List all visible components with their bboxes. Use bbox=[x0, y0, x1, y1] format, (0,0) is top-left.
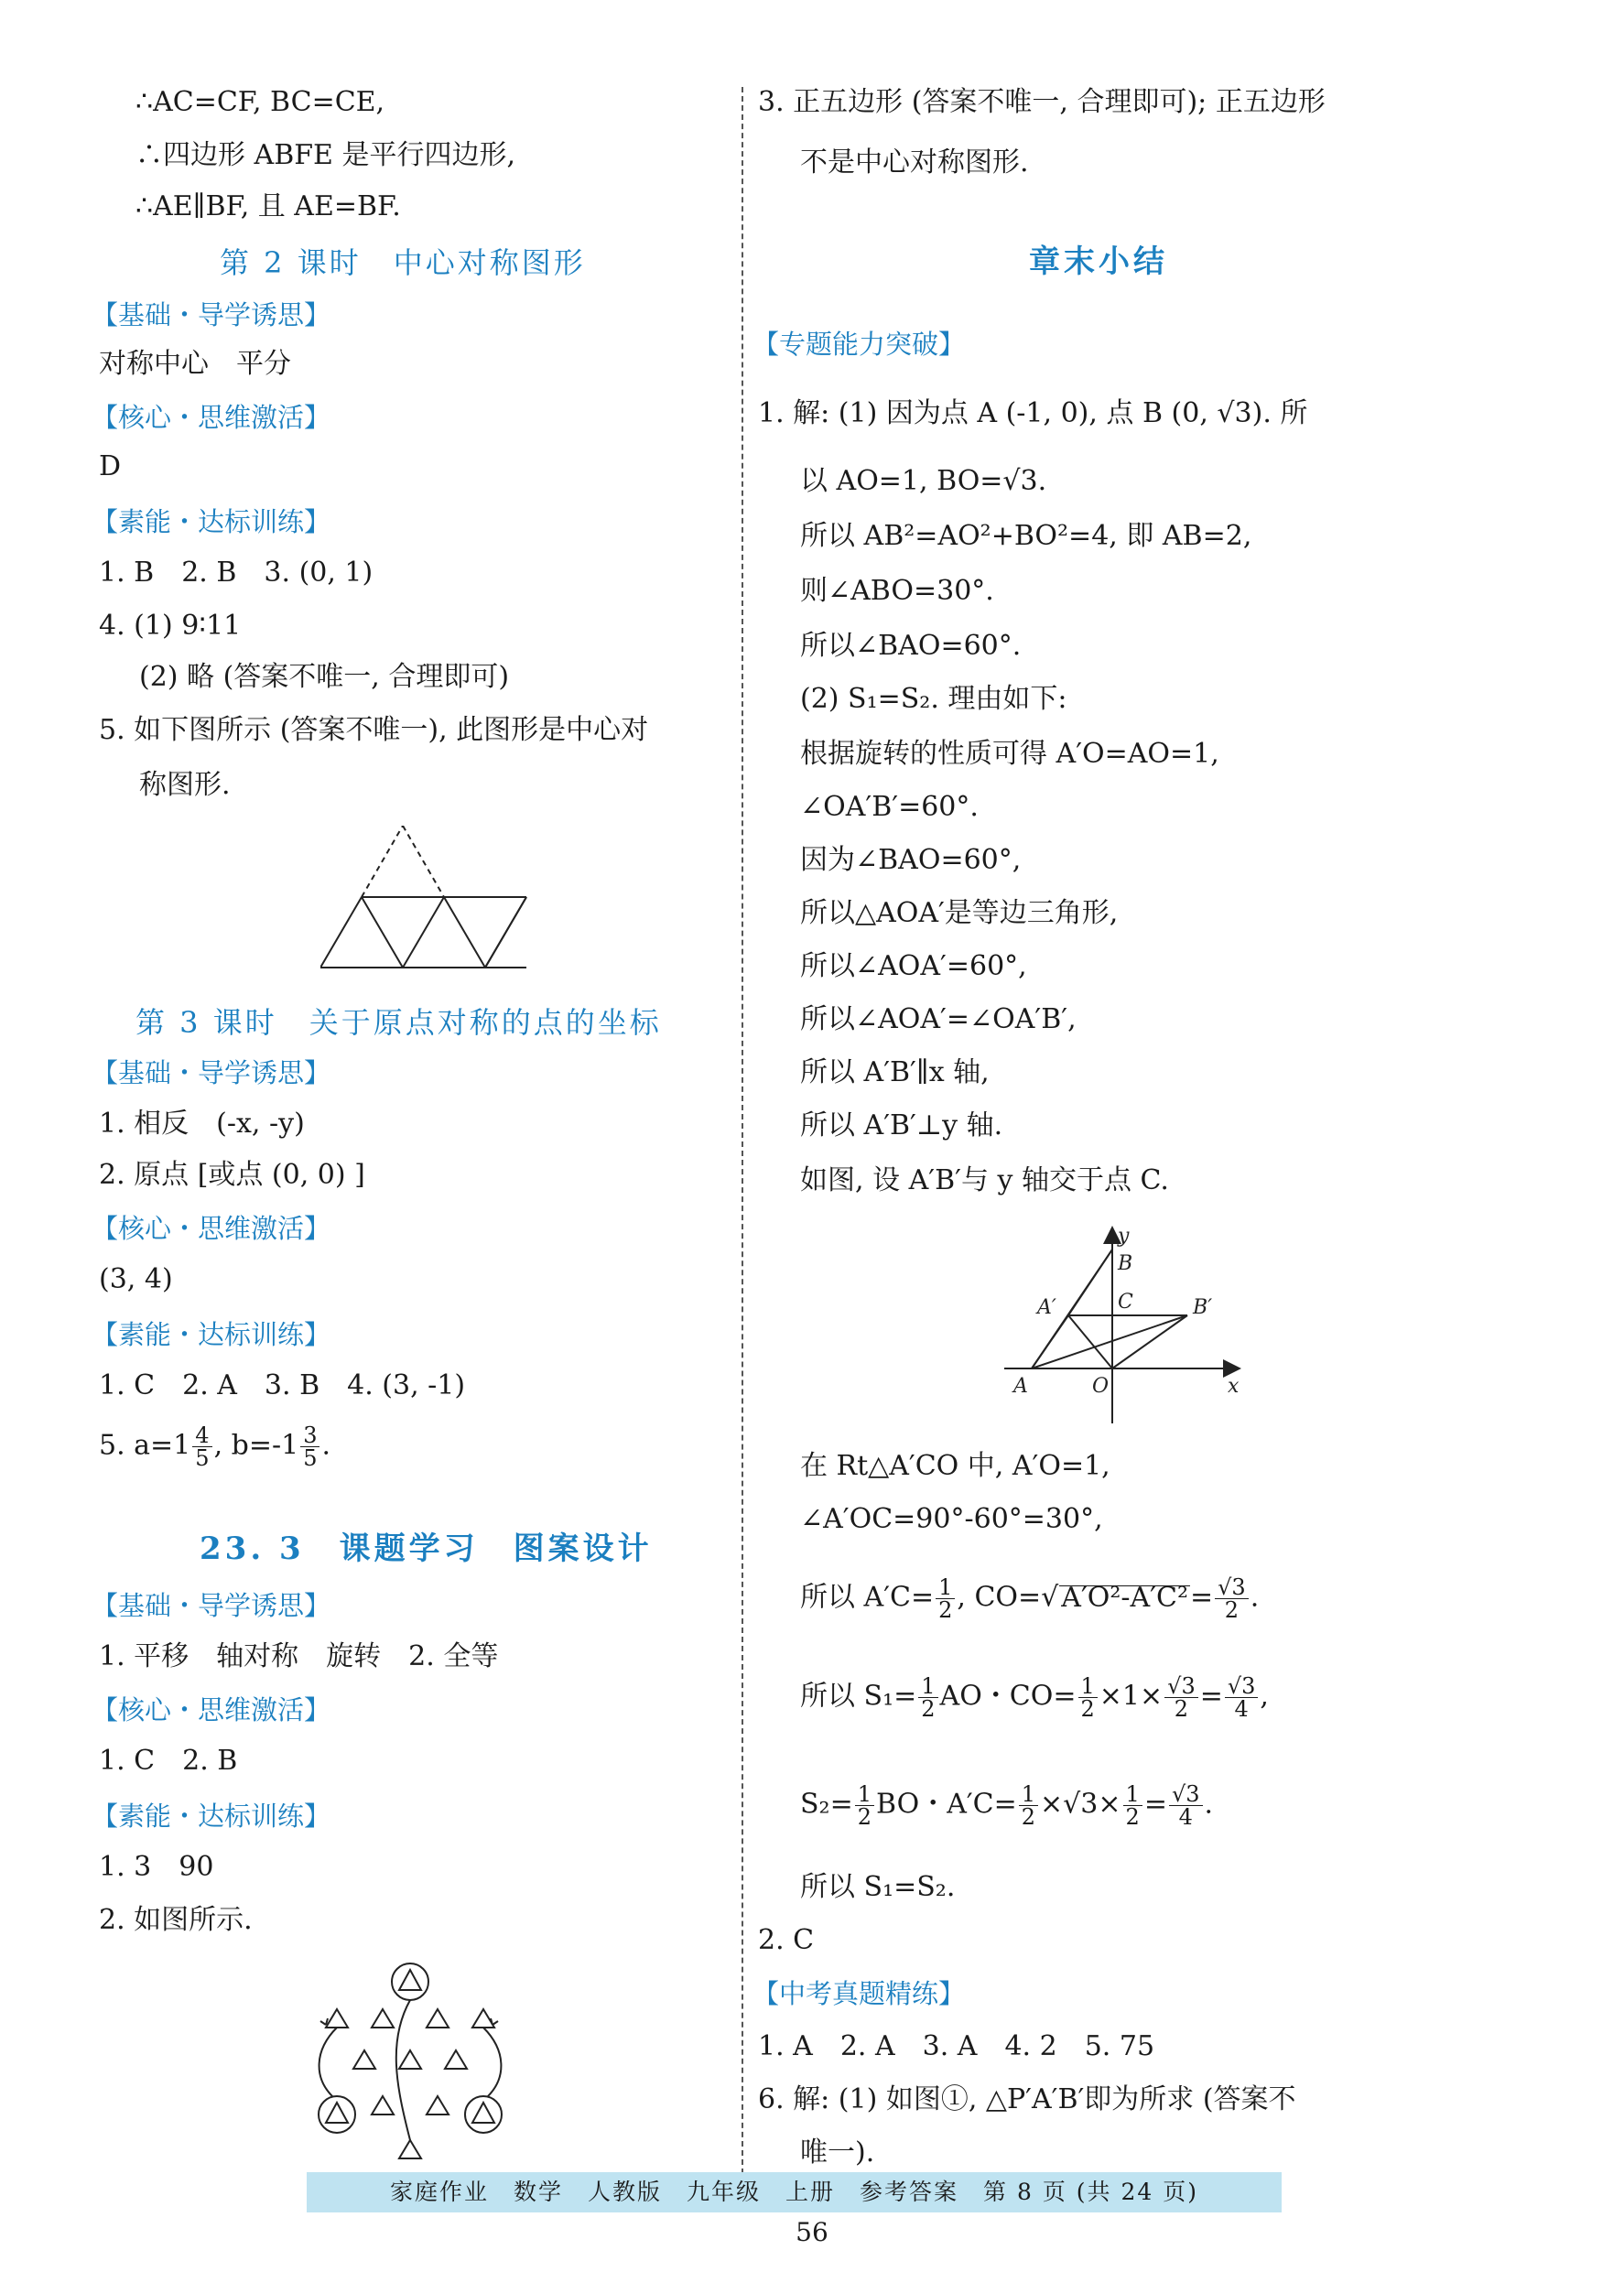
numerator: 1 bbox=[1123, 1783, 1142, 1806]
solution-line-5: 所以∠BAO=60°. bbox=[800, 630, 1022, 662]
answer-233-ability-2: 2. 如图所示. bbox=[99, 1904, 253, 1936]
answer-core: D bbox=[99, 450, 122, 482]
fraction bbox=[1078, 1675, 1098, 1720]
text: AO・CO= bbox=[939, 1680, 1077, 1713]
fraction bbox=[1164, 1675, 1198, 1720]
answer-233-basic: 1. 平移 轴对称 旋转 2. 全等 bbox=[99, 1640, 499, 1672]
fraction bbox=[1123, 1783, 1142, 1828]
radicand: A′O²-A′C² bbox=[1061, 1581, 1188, 1614]
fraction bbox=[192, 1424, 211, 1469]
numerator: 1 bbox=[855, 1783, 874, 1806]
solution-line-1: 1. 解: (1) 因为点 A (-1, 0), 点 B (0, √3). 所 bbox=[758, 397, 1308, 429]
central-symmetry-figure bbox=[320, 826, 641, 977]
denominator: 4 bbox=[1234, 1696, 1249, 1722]
denominator: 4 bbox=[1178, 1804, 1193, 1830]
answer-ability-4b: (2) 略 (答案不唯一, 合理即可) bbox=[139, 661, 510, 693]
solution-line-4: 则∠ABO=30°. bbox=[800, 575, 994, 607]
solution-line-8: ∠OA′B′=60°. bbox=[800, 791, 979, 823]
answer-233-core: 1. C 2. B bbox=[99, 1745, 238, 1777]
pattern-design-figure bbox=[309, 1959, 612, 2165]
text: = bbox=[1143, 1788, 1167, 1821]
solution-line-14: 所以 A′B′⊥y 轴. bbox=[800, 1109, 1003, 1141]
tag-ability-2: 【素能・达标训练】 bbox=[92, 1319, 331, 1350]
denominator: 5 bbox=[195, 1445, 210, 1471]
section-title-23-3: 23. 3 课题学习 图案设计 bbox=[200, 1530, 653, 1567]
rotation-diagram bbox=[1004, 1222, 1251, 1433]
numerator: 4 bbox=[192, 1424, 211, 1447]
exam-answers-1-5: 1. A 2. A 3. A 4. 2 5. 75 bbox=[758, 2030, 1155, 2062]
text: = bbox=[1199, 1680, 1223, 1713]
proof-line-3: ∴AE∥BF, 且 AE=BF. bbox=[135, 190, 401, 222]
solution-line-9: 因为∠BAO=60°, bbox=[800, 844, 1022, 876]
text: ×√3× bbox=[1040, 1788, 1121, 1821]
fraction bbox=[1215, 1576, 1249, 1621]
solution-line-17: ∠A′OC=90°-60°=30°, bbox=[800, 1503, 1103, 1535]
answer-ability-5a: 5. 如下图所示 (答案不唯一), 此图形是中心对 bbox=[99, 714, 649, 746]
numerator: 1 bbox=[1019, 1783, 1038, 1806]
solution-line-19 bbox=[800, 1675, 1269, 1720]
tag-basic-3: 【基础・导学诱思】 bbox=[92, 1590, 331, 1621]
label-A-prime: A′ bbox=[1037, 1296, 1056, 1319]
text: , CO= bbox=[957, 1581, 1042, 1614]
denominator: 2 bbox=[1080, 1696, 1095, 1722]
answer-l3-basic-2: 2. 原点 [或点 (0, 0) ] bbox=[99, 1159, 365, 1191]
solution-line-13: 所以 A′B′∥x 轴, bbox=[800, 1056, 990, 1088]
answer-3-line-2: 不是中心对称图形. bbox=[800, 146, 1029, 178]
text: . bbox=[321, 1429, 331, 1462]
text: . bbox=[1250, 1581, 1260, 1614]
text: , b=-1 bbox=[213, 1429, 299, 1462]
denominator: 2 bbox=[921, 1696, 936, 1722]
tag-core: 【核心・思维激活】 bbox=[92, 402, 331, 433]
footer-bar: 家庭作业 数学 人教版 九年级 上册 参考答案 第 8 页 (共 24 页) bbox=[307, 2172, 1282, 2212]
answer-ability-1: 1. B 2. B 3. (0, 1) bbox=[99, 557, 374, 589]
denominator: 5 bbox=[303, 1445, 318, 1471]
solution-line-12: 所以∠AOA′=∠OA′B′, bbox=[800, 1003, 1077, 1035]
section-title-lesson3: 第 3 课时 关于原点对称的点的坐标 bbox=[135, 1005, 662, 1040]
answer-l3-ability-5 bbox=[99, 1424, 330, 1469]
tag-basic-2: 【基础・导学诱思】 bbox=[92, 1057, 331, 1088]
numerator: 1 bbox=[936, 1576, 955, 1599]
section-title-lesson2: 第 2 课时 中心对称图形 bbox=[220, 245, 586, 280]
numerator: √3 bbox=[1169, 1783, 1203, 1806]
column-divider bbox=[742, 87, 743, 2174]
tag-core-3: 【核心・思维激活】 bbox=[92, 1694, 331, 1725]
answer-l3-core: (3, 4) bbox=[99, 1263, 173, 1295]
denominator: 2 bbox=[1174, 1696, 1189, 1722]
solution-line-15: 如图, 设 A′B′与 y 轴交于点 C. bbox=[800, 1164, 1169, 1196]
solution-line-7: 根据旋转的性质可得 A′O=AO=1, bbox=[800, 738, 1219, 770]
numerator: 1 bbox=[1078, 1675, 1098, 1698]
fraction bbox=[855, 1783, 874, 1828]
text: ×1× bbox=[1099, 1680, 1164, 1713]
solution-line-2: 以 AO=1, BO=√3. bbox=[800, 465, 1047, 497]
label-B-prime: B′ bbox=[1193, 1296, 1213, 1319]
text: . bbox=[1204, 1788, 1214, 1821]
text: = bbox=[1189, 1581, 1214, 1614]
answer-3-line-1: 3. 正五边形 (答案不唯一, 合理即可); 正五边形 bbox=[758, 86, 1326, 118]
tag-basic: 【基础・导学诱思】 bbox=[92, 299, 331, 330]
tag-special-topic: 【专题能力突破】 bbox=[752, 329, 966, 360]
denominator: 2 bbox=[938, 1597, 953, 1623]
denominator: 2 bbox=[1125, 1804, 1140, 1830]
fraction bbox=[1225, 1675, 1259, 1720]
label-B: B bbox=[1118, 1252, 1133, 1275]
proof-line-2: ∴四边形 ABFE 是平行四边形, bbox=[135, 139, 516, 171]
label-O: O bbox=[1092, 1375, 1110, 1398]
solution-line-16: 在 Rt△A′CO 中, A′O=1, bbox=[800, 1450, 1110, 1482]
solution-line-10: 所以△AOA′是等边三角形, bbox=[800, 897, 1119, 929]
answer-basic: 对称中心 平分 bbox=[99, 348, 291, 380]
answer-ability-4a: 4. (1) 9∶11 bbox=[99, 610, 242, 642]
answer-ability-5b: 称图形. bbox=[139, 769, 231, 801]
solution-line-6: (2) S₁=S₂. 理由如下: bbox=[800, 683, 1067, 715]
solution-line-20 bbox=[800, 1783, 1213, 1828]
chapter-summary-title: 章末小结 bbox=[1029, 243, 1168, 280]
denominator: 2 bbox=[857, 1804, 872, 1830]
proof-line-1: ∴AC=CF, BC=CE, bbox=[135, 86, 385, 118]
tag-ability-3: 【素能・达标训练】 bbox=[92, 1801, 331, 1832]
answer-233-ability-1: 1. 3 90 bbox=[99, 1851, 214, 1883]
tag-core-2: 【核心・思维激活】 bbox=[92, 1213, 331, 1244]
numerator: 3 bbox=[300, 1424, 319, 1447]
label-y: y bbox=[1118, 1225, 1130, 1248]
label-C: C bbox=[1118, 1291, 1133, 1314]
solution-line-11: 所以∠AOA′=60°, bbox=[800, 950, 1027, 982]
numerator: 1 bbox=[918, 1675, 937, 1698]
answer-l3-ability-1: 1. C 2. A 3. B 4. (3, -1) bbox=[99, 1369, 466, 1401]
numerator: √3 bbox=[1164, 1675, 1198, 1698]
text: , bbox=[1260, 1680, 1269, 1713]
fraction bbox=[918, 1675, 937, 1720]
exam-answer-6a: 6. 解: (1) 如图①, △P′A′B′即为所求 (答案不 bbox=[758, 2083, 1296, 2115]
label-A: A bbox=[1013, 1375, 1028, 1398]
text: 5. a=1 bbox=[99, 1429, 191, 1462]
fraction bbox=[300, 1424, 319, 1469]
text: BO・A′C= bbox=[876, 1788, 1017, 1821]
tag-ability: 【素能・达标训练】 bbox=[92, 506, 331, 537]
label-x: x bbox=[1228, 1375, 1240, 1398]
text: 所以 S₁= bbox=[800, 1680, 917, 1713]
solution-line-3: 所以 AB²=AO²+BO²=4, 即 AB=2, bbox=[800, 520, 1252, 552]
numerator: √3 bbox=[1225, 1675, 1259, 1698]
fraction bbox=[936, 1576, 955, 1621]
page-number: 56 bbox=[796, 2217, 828, 2247]
answer-l3-basic-1: 1. 相反 (-x, -y) bbox=[99, 1108, 305, 1140]
fraction bbox=[1019, 1783, 1038, 1828]
fraction bbox=[1169, 1783, 1203, 1828]
denominator: 2 bbox=[1224, 1597, 1240, 1623]
exam-answer-6b: 唯一). bbox=[800, 2136, 875, 2169]
denominator: 2 bbox=[1021, 1804, 1036, 1830]
numerator: √3 bbox=[1215, 1576, 1249, 1599]
solution-line-18: 所以 A′C= $\frac{1}{2}$ , CO=√ A′O²-A′C²= $\frac{√3}{2}$ . bbox=[800, 1574, 1260, 1623]
text: 所以 A′C= bbox=[800, 1581, 935, 1614]
tag-exam-practice: 【中考真题精练】 bbox=[752, 1978, 966, 2009]
answer-2: 2. C bbox=[758, 1924, 815, 1956]
solution-line-21: 所以 S₁=S₂. bbox=[800, 1871, 956, 1903]
text: S₂= bbox=[800, 1788, 853, 1821]
